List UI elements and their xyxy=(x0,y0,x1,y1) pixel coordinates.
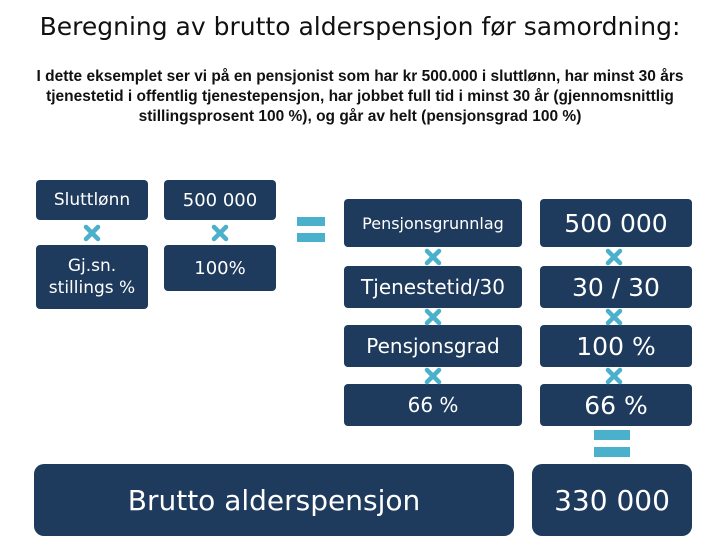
result-value-box: 330 000 xyxy=(532,464,692,536)
multiply-icon xyxy=(424,248,442,266)
multiply-icon xyxy=(424,308,442,326)
multiply-icon xyxy=(605,248,623,266)
sluttlonn-label-box: Sluttlønn xyxy=(36,180,148,220)
multiply-icon xyxy=(83,224,101,242)
sluttlonn-value-box: 500 000 xyxy=(164,180,276,220)
grunnlag-value-box: 500 000 xyxy=(540,199,692,247)
result-label-box: Brutto alderspensjon xyxy=(34,464,514,536)
grunnlag-label-box: Pensjonsgrunnlag xyxy=(344,199,522,247)
stilling-value-box: 100% xyxy=(164,245,276,291)
intro-text: I dette eksemplet ser vi på en pensjonist som har kr 500.000 i sluttlønn, har minst 30 års tjenestetid i offentlig tjenestepensjon, har jobbet full tid i minst 30 år (gjennomsnittlig stillingsprosent 100 %), og går av helt (pensjonsgrad 100 %) xyxy=(36,68,684,125)
multiply-icon xyxy=(605,367,623,385)
pensjonsgrad-label-box: Pensjonsgrad xyxy=(344,325,522,367)
tjenestetid-label-box: Tjenestetid/30 xyxy=(344,266,522,308)
pensjonsgrad-value-box: 100 % xyxy=(540,325,692,367)
tjenestetid-value-box: 30 / 30 xyxy=(540,266,692,308)
sats-label-box: 66 % xyxy=(344,384,522,426)
page-title: Beregning av brutto alderspensjon før samordning: xyxy=(39,12,681,41)
multiply-icon xyxy=(424,367,442,385)
equals-icon xyxy=(297,217,325,243)
stilling-label-box: Gj.sn. stillings % xyxy=(36,245,148,309)
multiply-icon xyxy=(605,308,623,326)
multiply-icon xyxy=(211,224,229,242)
sats-value-box: 66 % xyxy=(540,384,692,426)
equals-icon xyxy=(594,430,630,458)
